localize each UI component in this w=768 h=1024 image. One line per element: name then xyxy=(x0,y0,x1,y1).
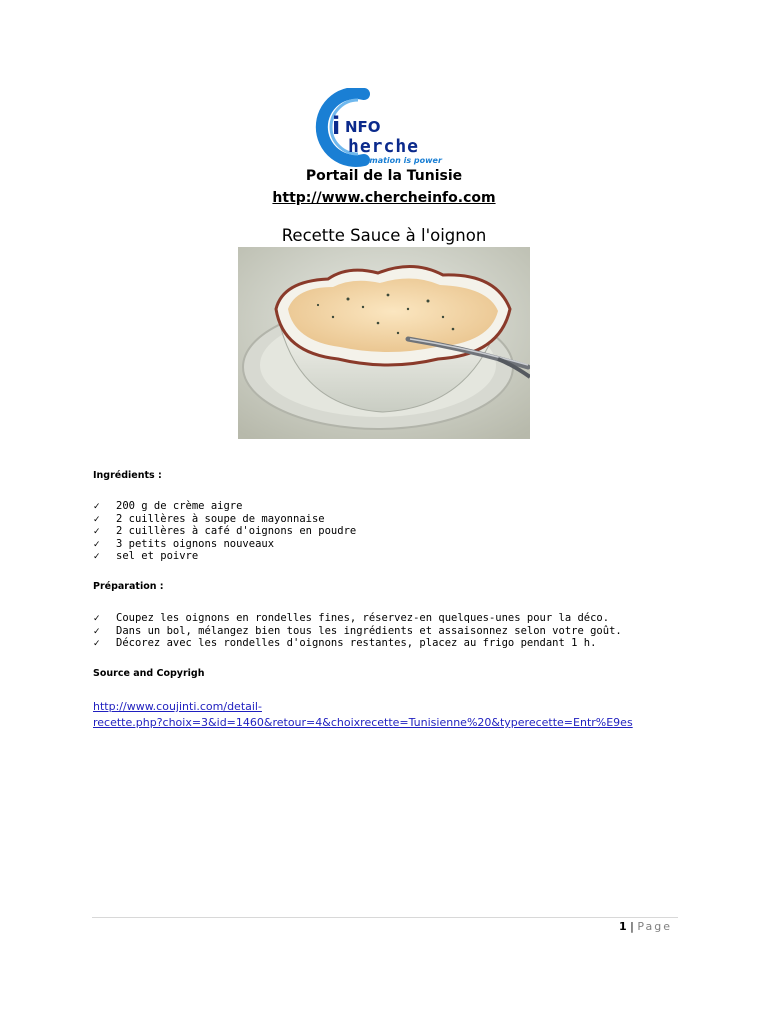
footer-divider xyxy=(92,917,678,918)
source-url-line1[interactable]: http://www.coujinti.com/detail- xyxy=(93,700,262,713)
list-item: ✓ 200 g de crème aigre xyxy=(93,500,243,512)
source-url-line2[interactable]: recette.php?choix=3&id=1460&retour=4&choixrecette=Tunisienne%20&typerecette=Entr%E9es xyxy=(93,716,633,729)
list-item: ✓ 2 cuillères à soupe de mayonnaise xyxy=(93,512,325,525)
preparation-list xyxy=(93,612,622,650)
preparation-heading: Préparation : xyxy=(93,581,164,592)
page-footer xyxy=(619,919,672,935)
ingredients-list xyxy=(93,500,356,563)
logo-letter-i: i xyxy=(332,112,341,140)
source-heading: Source and Copyrigh xyxy=(93,668,205,679)
list-item: ✓ Coupez les oignons en rondelles fines, réservez-en quelques-unes pour la déco. xyxy=(93,612,610,624)
ingredients-heading: Ingrédients : xyxy=(93,470,162,481)
checkmark-icon: ✓ xyxy=(93,614,101,624)
logo-line2: herche xyxy=(348,136,420,157)
page-number: 1 xyxy=(618,920,627,933)
chercheinfo-logo xyxy=(306,88,456,168)
page-separator: | xyxy=(630,920,634,933)
page-label: Page xyxy=(637,920,672,933)
checkmark-icon: ✓ xyxy=(93,639,101,650)
list-item: ✓ Décorez avec les rondelles d'oignons restantes, placez au frigo pendant 1 h. xyxy=(93,637,597,650)
portal-title: Portail de la Tunisie xyxy=(305,168,463,184)
list-item: ✓ Dans un bol, mélangez bien tous les ingrédients et assaisonnez selon votre goût. xyxy=(93,624,622,637)
source-url-link[interactable] xyxy=(93,699,693,731)
checkmark-icon: ✓ xyxy=(93,502,101,512)
checkmark-icon: ✓ xyxy=(93,527,101,538)
list-item: ✓ 3 petits oignons nouveaux xyxy=(93,537,275,550)
logo-tagline: information is power xyxy=(348,156,442,165)
list-item: ✓ 2 cuillères à café d'oignons en poudre xyxy=(93,525,357,538)
sauce-bowl-photo xyxy=(238,247,530,439)
logo-mark xyxy=(306,88,456,168)
checkmark-icon: ✓ xyxy=(93,552,101,563)
checkmark-icon: ✓ xyxy=(93,539,101,550)
list-item: ✓ sel et poivre xyxy=(93,550,199,563)
portal-url-link[interactable]: http://www.chercheinfo.com xyxy=(272,190,496,206)
checkmark-icon: ✓ xyxy=(93,626,101,637)
logo-line1: NFO xyxy=(345,118,381,136)
checkmark-icon: ✓ xyxy=(93,514,101,525)
recipe-title: Recette Sauce à l'oignon xyxy=(281,226,487,245)
